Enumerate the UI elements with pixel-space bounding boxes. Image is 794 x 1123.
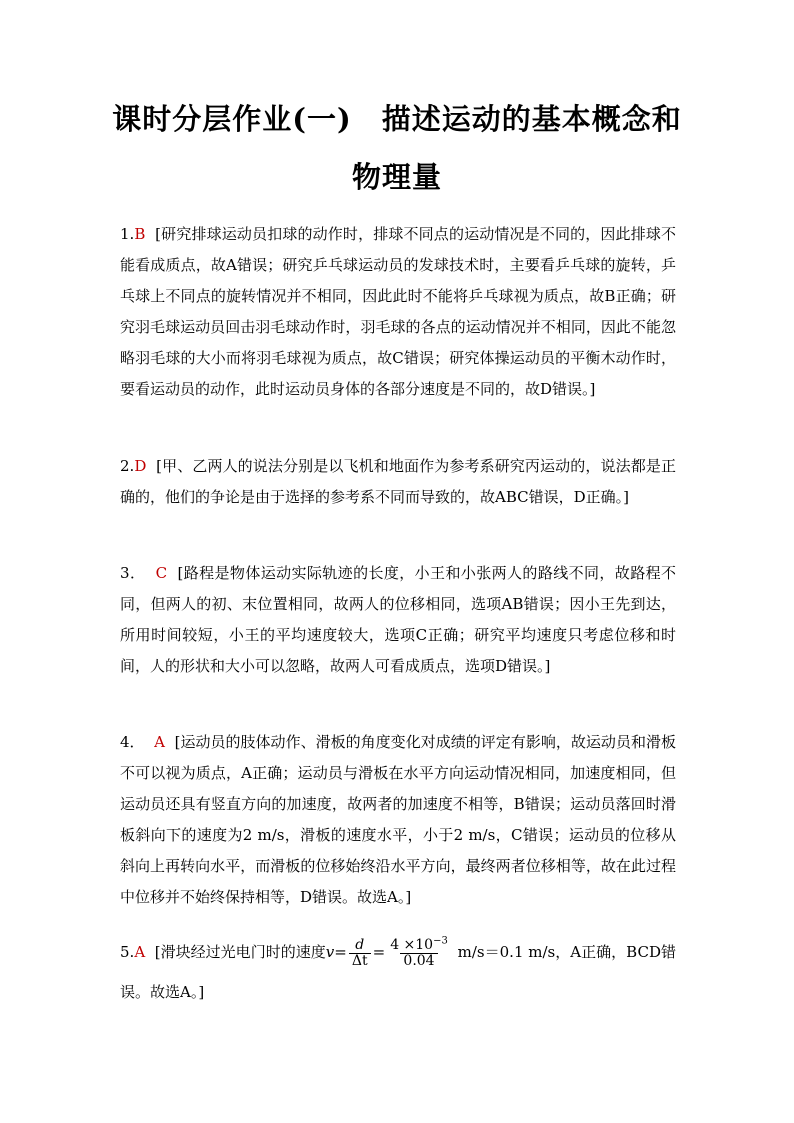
answer-letter: C	[155, 564, 168, 582]
answer-letter: D	[134, 457, 147, 475]
fraction-numerator: d	[355, 936, 365, 953]
explanation-text: [路程是物体运动实际轨迹的长度，小王和小张两人的路线不同，故路程不同，但两人的初、末位置相同，故两人的位移相同，选项AB错误；因小王先到达，所用时间较短，小王的平均速度较大，选项C正确；研究平均速度只考虑位移和时间，人的形状和大小可以忽略，故两人可看成质点，选项D错误。]	[120, 564, 676, 675]
item-number: 4．	[120, 733, 145, 751]
answer-item-2	[120, 451, 676, 513]
page-title-line-1	[0, 97, 794, 138]
explanation-text: [甲、乙两人的说法分别是以飞机和地面作为参考系研究丙运动的，说法都是正确的，他们的争论是由于选择的参考系不同而导致的，故ABC错误，D正确。]	[120, 457, 676, 506]
fraction-numerator	[387, 934, 451, 953]
explanation-text: [研究排球运动员扣球的动作时，排球不同点的运动情况是不同的，因此排球不能看成质点，故A错误；研究乒乓球运动员的发球技术时，主要看乒乓球的旋转，乒乓球上不同点的旋转情况并不相同，因此此时不能将乒乓球视为质点，故B正确；研究羽毛球运动员回击羽毛球动作时，羽毛球的各点的运动情况并不相同，因此不能忽略羽毛球的大小而将羽毛球视为质点，故C错误；研究体操运动员的平衡木动作时，要看运动员的动作，此时运动员身体的各部分速度是不同的，故D错误。]	[120, 225, 676, 398]
answer-item-3	[120, 558, 676, 682]
fraction-denominator: Δt	[349, 953, 371, 969]
numerator-base: 4 ×10	[390, 936, 434, 953]
explanation-text: [运动员的肢体动作、滑板的角度变化对成绩的评定有影响，故运动员和滑板不可以视为质点，A正确；运动员与滑板在水平方向运动情况相同，加速度相同，但运动员还具有竖直方向的加速度，故两者的加速度不相等，B错误；运动员落回时滑板斜向下的速度为2 m/s，滑板的速度水平，小于2 m/s，C错误；运动员的位移从斜向上再转向水平，而滑板的位移始终沿水平方向，最终两者位移相等，故在此过程中位移并不始终保持相等，D错误。故选A。]	[120, 733, 676, 906]
fraction-d-over-dt	[349, 938, 371, 969]
item-number: 2.	[120, 457, 135, 475]
page-title-line-2: 物理量	[351, 160, 442, 194]
fraction-denominator: 0.04	[400, 953, 437, 969]
title-right: 描述运动的基本概念和	[381, 102, 682, 136]
equals-sign: =	[334, 943, 347, 961]
fraction-value	[387, 934, 451, 969]
explanation-text: [滑块经过光电门时的速度	[154, 943, 326, 961]
item-number: 5.	[120, 943, 135, 961]
explanation-text-end: m/s＝0.1 m/s，A正确，BCD错误。故选A。]	[120, 943, 677, 1001]
answer-letter: A	[154, 733, 165, 751]
numerator-exponent: −3	[433, 934, 448, 946]
item-number: 1.	[120, 225, 135, 243]
equals-sign: =	[372, 943, 386, 961]
answer-item-5	[120, 932, 676, 1012]
answer-letter: A	[134, 943, 146, 961]
velocity-symbol: v	[325, 943, 335, 961]
title-left: 课时分层作业(一)	[112, 102, 352, 136]
answer-letter: B	[134, 225, 146, 243]
item-number: 3．	[120, 564, 146, 582]
answer-item-4	[120, 727, 676, 913]
answer-item-1	[120, 219, 676, 405]
